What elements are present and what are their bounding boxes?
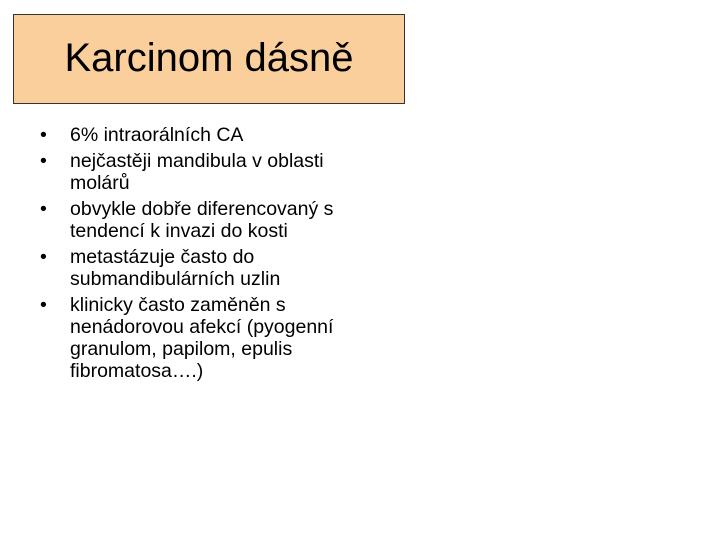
bullet-item-5 xyxy=(40,294,360,382)
bullet-marker: • xyxy=(40,124,47,146)
bullet-marker: • xyxy=(40,246,47,268)
bullet-text: nejčastěji mandibula v oblasti molárů xyxy=(70,150,324,194)
bullet-text: 6% intraorálních CA xyxy=(70,124,244,146)
bullet-text: obvykle dobře diferencovaný s tendencí k invazi do kosti xyxy=(70,198,334,242)
bullet-list xyxy=(40,124,360,382)
bullet-marker: • xyxy=(40,150,47,172)
bullet-item-1 xyxy=(40,124,360,146)
title-box xyxy=(13,14,405,104)
bullet-item-4 xyxy=(40,246,360,290)
bullet-item-2 xyxy=(40,150,360,194)
bullet-text: metastázuje často do submandibulárních uzlin xyxy=(70,246,281,290)
slide-title: Karcinom dásně xyxy=(64,36,354,80)
bullet-text: klinicky často zaměněn s nenádorovou afekcí (pyogenní granulom, papilom, epulis fibromatosa….) xyxy=(70,294,334,382)
bullet-item-3 xyxy=(40,198,360,242)
bullet-marker: • xyxy=(40,198,47,220)
bullet-marker: • xyxy=(40,294,47,316)
